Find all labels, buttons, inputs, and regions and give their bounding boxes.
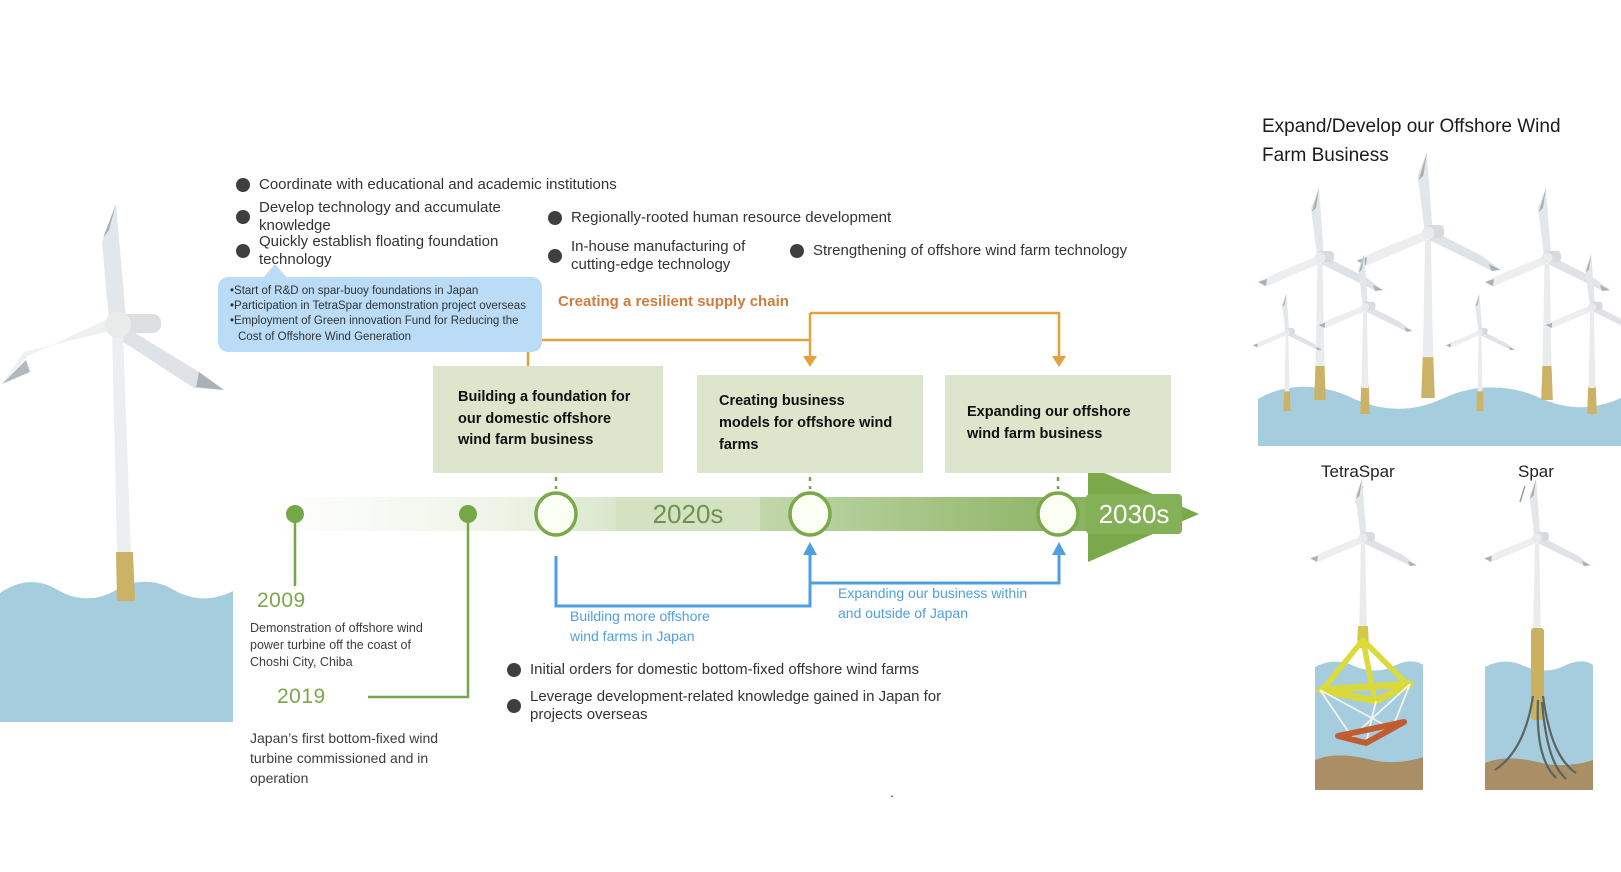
bullet-text: In-house manufacturing of cutting-edge technology (571, 238, 746, 274)
bullet-item (236, 199, 518, 236)
bullet-icon (236, 210, 250, 224)
milestone-year-2019: 2019 (277, 685, 326, 708)
timeline-node-3 (1038, 493, 1078, 535)
wind-farm-illustration (1253, 153, 1621, 447)
callout-item: •Employment of Green innovation Fund for Reducing the Cost of Offshore Wind Generation (230, 315, 519, 343)
milestone-callout (218, 277, 542, 352)
tetraspar-illustration (1310, 479, 1423, 791)
bullet-text: Regionally-rooted human resource development (571, 209, 892, 226)
right-panel-title: Expand/Develop our Offshore Wind Farm Business (1262, 116, 1561, 167)
bullet-item (548, 238, 760, 275)
span-label-domestic: Building more offshore wind farms in Japan (570, 608, 710, 644)
supply-chain-label: Creating a resilient supply chain (558, 293, 789, 310)
bullet-text: Quickly establish floating foundation technology (259, 233, 499, 269)
left-floating-turbine-illustration (0, 204, 233, 722)
bullet-text: Strengthening of offshore wind farm technology (813, 242, 1128, 259)
milestone-2009-dot (286, 505, 304, 523)
phase-box-label: Creating business models for offshore wind farms (719, 393, 893, 453)
bullet-text: Leverage development-related knowledge gained in Japan for projects overseas (530, 688, 942, 724)
milestone-desc-2019: Japan’s first bottom-fixed wind turbine commissioned and in operation (250, 730, 439, 787)
bullet-icon (507, 663, 521, 677)
bullet-icon (790, 244, 804, 258)
phase-box-label: Building a foundation for our domestic offshore wind farm business (458, 388, 631, 449)
bullet-icon (548, 211, 562, 225)
bullet-item (507, 688, 949, 725)
milestone-year-2009: 2009 (257, 589, 306, 612)
milestone-2019-dot (459, 505, 477, 523)
bullet-text: Develop technology and accumulate knowledge (259, 199, 501, 235)
phase-box-2 (697, 375, 923, 473)
bullet-text: Initial orders for domestic bottom-fixed offshore wind farms (530, 661, 920, 678)
decade-label-2020s: 2020s (616, 497, 760, 531)
bullet-icon (236, 178, 250, 192)
bullet-item (548, 209, 968, 227)
spar-illustration (1484, 479, 1593, 791)
bullet-item (507, 661, 987, 679)
stray-period: . (890, 784, 894, 800)
bullet-text: Coordinate with educational and academic institutions (259, 176, 617, 193)
callout-item: •Participation in TetraSpar demonstration project overseas (230, 300, 526, 313)
bullet-item (790, 242, 1210, 260)
timeline-node-2 (790, 493, 830, 535)
bullet-item (236, 176, 676, 194)
phase-box-label: Expanding our offshore wind farm business (967, 404, 1131, 442)
timeline-node-1 (536, 493, 576, 535)
foundation-label-tetraspar: TetraSpar (1321, 462, 1395, 481)
foundation-label-pointers (1356, 486, 1525, 502)
bullet-icon (507, 699, 521, 713)
foundation-label-spar: Spar (1518, 462, 1554, 481)
bullet-icon (548, 249, 562, 263)
supply-chain-connector (528, 313, 1066, 367)
span-label-expanding: Expanding our business within and outside of Japan (838, 585, 1028, 621)
milestone-desc-2009: Demonstration of offshore wind power turbine off the coast of Choshi City, Chiba (250, 621, 423, 669)
bullet-icon (236, 244, 250, 258)
phase-box-1 (433, 366, 663, 473)
decade-label-2030s: 2030s (1086, 494, 1182, 534)
phase-box-3 (945, 375, 1171, 473)
callout-item: •Start of R&D on spar-buoy foundations in Japan (230, 285, 479, 297)
